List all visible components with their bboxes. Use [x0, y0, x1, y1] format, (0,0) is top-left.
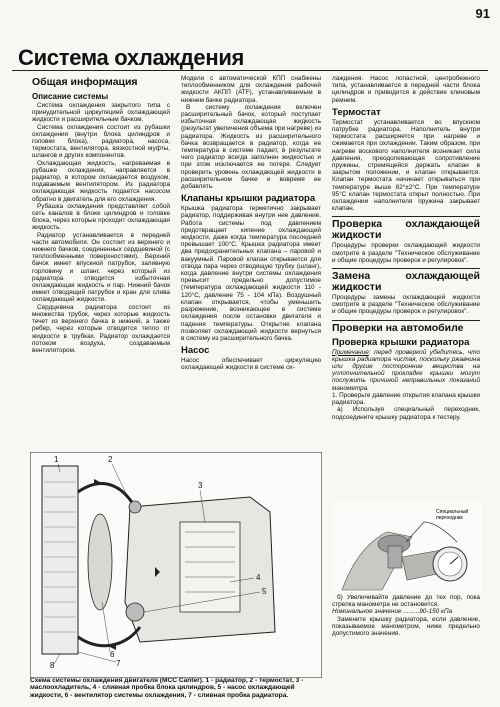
thermostat-shape	[129, 501, 141, 513]
pump-shape	[126, 603, 144, 621]
diagram-label-1: 1	[54, 455, 59, 464]
title-divider	[12, 70, 488, 71]
note-label: Примечание	[332, 348, 369, 356]
photo-label-line-1: Специальный	[436, 509, 469, 515]
note	[332, 349, 480, 392]
paragraph: Система охлаждения состоит из рубашки охлаждения (внутри блока цилиндров и головки блока), радиатора, насоса, термостата, вентилятора, вязкостной муфты, шлангов и других компонентов.	[32, 123, 170, 160]
column-3-continued	[332, 594, 480, 637]
radiator-shape	[42, 466, 78, 654]
paragraph: Замените крышку радиатора, если давление, показываемое манометром, ниже предельно допустимого значения.	[332, 615, 480, 638]
heading-system-description: Описание системы	[32, 92, 109, 101]
nominal-value	[332, 608, 480, 615]
heading-pump: Насос	[181, 345, 210, 357]
diagram-label-2: 2	[108, 455, 113, 464]
paragraph: Крышка радиатора герметично закрывает радиатор, поддерживая внутри нее давление. Работа системы под давлением предотвращает кипение охлаждающей жидкости, даже когда температура последней превышает 100°C. Крышка радиатора имеет два предохранительных клапана – паровой и вакуумный. Паровой клапан открывается для отвода пара через отводящую трубку (шланг), когда давление внутри системы охлаждения превысит предельно допустимое (температура охлаждающей жидкости 110 - 120°C, давление 75 - 104 кПа). Воздушный клапан открывается, чтобы уменьшить разрежение, возникающее в системе охлаждения после остановки двигателя и падения температуры. Открытие клапана позволяет охлаждающей жидкости вернуться в систему из расширительного бачка.	[181, 205, 321, 342]
diagram-label-7: 7	[116, 659, 121, 668]
heading-on-vehicle-checks: Проверки на автомобиле	[332, 321, 464, 334]
fan-shape	[88, 514, 112, 610]
heading-general-info: Общая информация	[32, 76, 138, 88]
paragraph: Рубашка охлаждения представляет собой сеть каналов в блоке цилиндров и головке блока, через которые проходит охлаждающая жидкость.	[32, 202, 170, 232]
page-title: Система охлаждения	[18, 45, 245, 70]
note-text: : перед проверкой убедитесь, что крышка радиатора чистая, поскольку ржавчина или другие посторонние вещества на уплотнительной прокладке крышки могут послужить причиной неправильных показаний манометра.	[332, 348, 480, 392]
heading-coolant-check: Проверка охлаждающей жидкости	[332, 218, 480, 242]
paragraph: Радиатор устанавливается в передней части автомобиля. Он состоит из верхнего и нижнего бачков, соединенных сердцевиной (с теплообменными поверхностями). Верхний бачок имеет впускной патрубок, заливную горловину и шланг, через который из радиатора отводится избыточная охлаждающая жидкость и пар. Нижний бачок имеет отводящий патрубок и кран для слива охлаждающей жидкости.	[32, 231, 170, 304]
paragraph: Сердцевина радиатора состоит из множества трубок, через которые жидкость течет из верхнего бачка в нижний, а также ребер, через которые отводится тепло от жидкости в трубках. Радиатор охлаждается потоком воздуха, создаваемым вентилятором.	[32, 303, 170, 354]
heading-radiator-cap-valves: Клапаны крышки радиатора	[181, 193, 316, 205]
paragraph: лаждения. Насос лопастной, центробежного типа, устанавливается в передней части блока цилиндров и приводится в действие клиновым ремнем.	[332, 75, 480, 104]
photo-label-line-2: переходник	[436, 515, 463, 521]
heading-thermostat: Термостат	[332, 106, 381, 118]
column-1	[32, 75, 170, 354]
paragraph: Модели с автоматической КПП снабжены теплообменником для охлаждения рабочей жидкости АКПП (ATF), устанавливаемым в нижнем бачке радиатора.	[181, 75, 321, 104]
paragraph: В систему охлаждения включен расширительный бачок, который поступает избыточная охлаждающая жидкость (результат увеличения объема при нагреве) из радиатора. Жидкость из расширительного бачка возвращается в радиатор, когда ее температура в системе падает, в результате чего радиатор всегда заполнен жидкостью и при этом исключается ее потеря. Следует проверить уровень охлаждающей жидкости в расширительном бачке и вовремя ее добавлять.	[181, 103, 321, 191]
paragraph: Термостат устанавливается во впускном патрубке радиатора. Наполнитель внутри термостата расширяется при нагреве и сжимается при охлаждении. Таким образом, при нагреве воскового наполнителя возникает сила давления, преодолевающая сопротивление пружины, стремящейся держать клапан в закрытом положении, и клапан открывается. Клапан термостата начинает открываться при температуре выше 82°±2°C. При температуре 95°C клапан термостата открыт полностью. При охлаждении наполнителя пружина закрывает клапан.	[332, 118, 480, 213]
paragraph: Процедуры проверки охлаждающей жидкости смотрите в разделе "Техническое обслуживание и общие процедуры проверок и регулировок".	[332, 242, 480, 264]
heading-coolant-replace: Замена охлаждающей жидкости	[332, 270, 480, 294]
nominal-number: .........90-150 кПа	[403, 608, 453, 616]
section-divider	[332, 320, 480, 321]
figure-caption: Схема системы охлаждения двигателя (MCC Canter). 1 - радиатор, 2 - термостат, 3 - маслоохладитель, 4 - сливная пробка блока цилиндров, 5 - насос охлаждающей жидкости, 6 - вентилятор системы охлаждения, 7 - сливная пробка радиатора.	[30, 677, 304, 699]
paragraph: Система охлаждения закрытого типа с принудительной циркуляцией охлаждающей жидкости и расширительным бачком.	[32, 102, 170, 124]
step-1: 1. Проверьте давление открытия клапана крышки радиатора.	[332, 391, 480, 407]
step-1b: б) Увеличивайте давление до тех пор, пока стрелка манометра не остановится.	[332, 594, 480, 609]
diagram-label-5: 5	[262, 587, 267, 596]
column-2	[181, 75, 321, 372]
page-number: 91	[475, 6, 490, 21]
cooling-system-diagram	[30, 452, 322, 678]
cap-tester-photo	[332, 502, 482, 592]
section-divider	[332, 216, 480, 217]
section-divider	[332, 268, 480, 269]
paragraph: Охлаждающая жидкость, нагреваемая в рубашке охлаждения, направляется в радиатор, в котором охлаждается воздухом, подаваемым вентилятором. Из радиатора охлаждающая жидкость подается насосом обратно в двигатель для его охлаждения.	[32, 159, 170, 203]
diagram-label-6: 6	[110, 650, 115, 659]
paragraph: Процедуры замены охлаждающей жидкости смотрите в разделе "Техническое обслуживание и общие процедуры проверок и регулировок".	[332, 294, 480, 316]
paragraph: Насос обеспечивает циркуляцию охлаждающей жидкости в системе ох-	[181, 357, 321, 372]
nominal-label: Номинальное значение	[332, 608, 402, 616]
heading-radiator-cap-check: Проверка крышки радиатора	[332, 336, 470, 348]
diagram-label-8: 8	[50, 661, 55, 670]
column-3	[332, 75, 480, 421]
diagram-label-4: 4	[256, 573, 261, 582]
diagram-label-3: 3	[198, 481, 203, 490]
step-1a: а) Используя специальный переходник, подсоедините крышку радиатора к тестеру.	[332, 406, 480, 421]
